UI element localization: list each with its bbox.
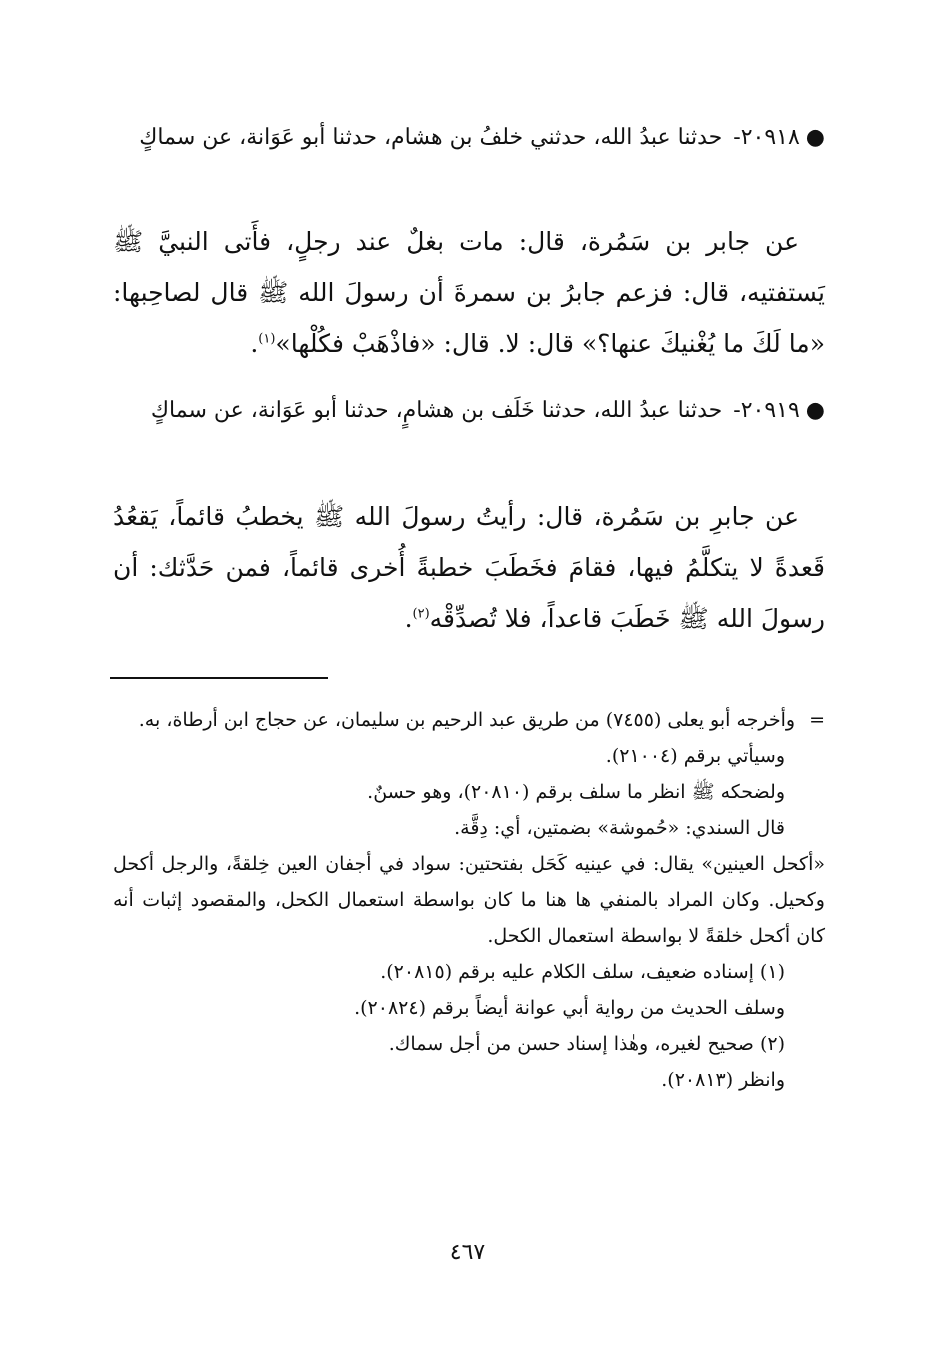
isnad-text: حدثنا عبدُ الله، حدثنا خَلَف بن هشامٍ، حدثنا أبو عَوَانة، عن سماكٍ bbox=[150, 398, 723, 423]
footnote-line: وسلف الحديث من رواية أبي عوانة أيضاً برقم (٢٠٨٢٤). bbox=[354, 997, 785, 1019]
bullet-icon: ● bbox=[805, 398, 825, 423]
bullet-icon: ● bbox=[805, 125, 825, 150]
footnote-ref: (٢) bbox=[412, 606, 430, 622]
hadith-20918-matn bbox=[113, 216, 825, 369]
footnote-ref: (١) bbox=[258, 331, 276, 347]
footnotes bbox=[113, 702, 825, 1098]
hadith-20919-isnad bbox=[113, 390, 825, 431]
footnote-line: «أكحل العينين» يقال: في عينيه كَحَل بفتحتين: سواد في أجفان العين خِلقةً، والرجل أكحل وكحيل. وكان المراد بالمنفي ها هنا ما كان بواسطة استعمال الكحل، والمقصود إثبات أنه كان أكحل خلقةً لا بواسطة استعمال الكحل. bbox=[113, 853, 825, 947]
hadith-20918-isnad bbox=[113, 117, 825, 158]
sentence-end: . bbox=[404, 604, 413, 633]
hadith-number: ٢٠٩١٩- bbox=[733, 398, 800, 423]
footnote-line: قال السندي: «حُموشة» بضمتين، أي: دِقَّة. bbox=[454, 817, 785, 839]
footnote-line: =وأخرجه أبو يعلى (٧٤٥٥) من طريق عبد الرحيم بن سليمان، عن حجاج ابن أرطاة، به. bbox=[138, 709, 825, 731]
matn-text: عن جابرِ بن سَمُرة، قال: رأيتُ رسولَ الله ﷺ يخطبُ قائماً، يَقعُدُ قَعدةً لا يتكلَّمُ فيها، فقامَ فخَطَبَ خطبةً أُخرى قائماً، فمن حَدَّثك: أن رسولَ الله ﷺ خَطَبَ قاعداً، فلا تُصدِّقْه bbox=[113, 502, 825, 633]
footnote-line: (٢) صحيح لغيره، وهٰذا إسناد حسن من أجل سماك. bbox=[388, 1033, 785, 1055]
matn-text: عن جابر بن سَمُرة، قال: مات بغلٌ عند رجلٍ، فأَتى النبيَّ ﷺ يَستفتيه، قال: فزعم جابرُ بن سمرةَ أن رسولَ الله ﷺ قال لصاحِبها: «ما لَكَ ما يُغْنيكَ عنها؟» قال: لا. قال: «فاذْهَبْ فكُلْها» bbox=[113, 227, 825, 358]
page-number: ٤٦٧ bbox=[449, 1240, 486, 1265]
continuation-mark: = bbox=[809, 709, 825, 731]
footnote-line: وانظر (٢٠٨١٣). bbox=[661, 1069, 785, 1091]
isnad-text: حدثنا عبدُ الله، حدثني خلفُ بن هشام، حدثنا أبو عَوَانة، عن سماكٍ bbox=[139, 125, 723, 150]
footnote-line: (١) إسناده ضعيف، سلف الكلام عليه برقم (٢٠٨١٥). bbox=[380, 961, 785, 983]
hadith-number: ٢٠٩١٨- bbox=[733, 125, 800, 150]
footnote-line: ولضحكه ﷺ انظر ما سلف برقم (٢٠٨١٠)، وهو حسنٌ. bbox=[367, 781, 785, 803]
footnote-line: وسيأتي برقم (٢١٠٠٤). bbox=[605, 745, 785, 767]
hadith-20919-matn bbox=[113, 491, 825, 644]
footnote-divider bbox=[110, 677, 328, 679]
sentence-end: . bbox=[250, 329, 259, 358]
